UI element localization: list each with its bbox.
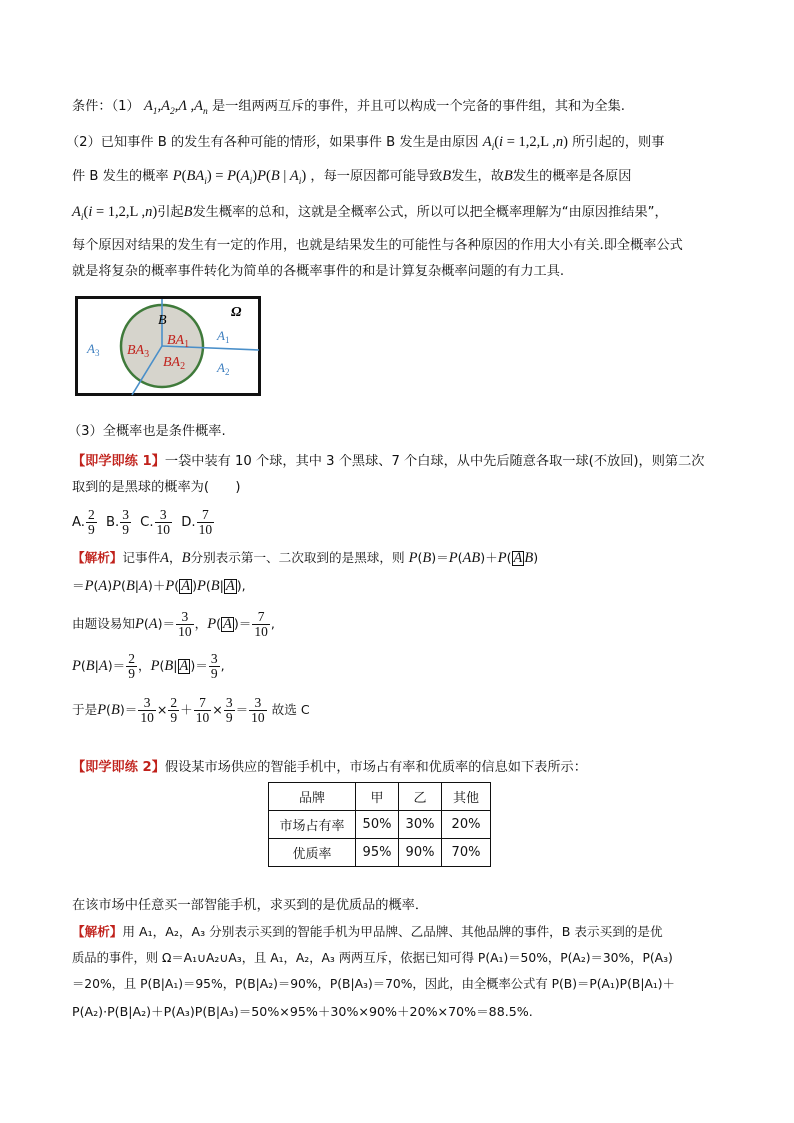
exercise-2-solution-line-4: P(A₂)·P(B|A₂)＋P(A₃)P(B|A₃)＝50%×95%＋30%×90%＋20%×70%＝88.5%. <box>72 1004 533 1019</box>
table-cell: 20% <box>442 811 491 839</box>
solution-tag: 【解析】 <box>72 550 123 565</box>
exercise-1-solution-line-5: 于是P(B)＝ $\frac{3}{10}$ × $\frac{2}{9}$ ＋ $\frac{7}{10}$ × $\frac{3}{9}$ ＝ $\frac{3}{10}$ 故选 C <box>72 695 310 725</box>
exercise-tag: 【即学即练 1】 <box>72 454 165 469</box>
exercise-1-solution-line-3: 由题设易知P(A)＝ $\frac{3}{10}$ ，P( A )＝ $\frac{7}{10}$ , <box>72 609 275 639</box>
ba3-label: $BA_3$ <box>127 343 150 360</box>
table-header: 其他 <box>442 783 491 811</box>
text: （2）已知事件 B 的发生有各种可能的情形，如果事件 B 发生是由原因 <box>66 135 479 150</box>
formula-product: P <box>172 168 182 184</box>
text: 在该市场中任意买一部智能手机，求买到的是优质品的概率． <box>72 898 429 913</box>
text: 一袋中装有 10 个球，其中 3 个黑球、7 个白球，从中先后随意各取一球(不放回)，则第二次 <box>164 454 705 469</box>
exercise-2-solution-line-3: ＝20%，且 P(B|A₁)＝95%，P(B|A₂)＝90%，P(B|A₃)＝70%，因此，由全概率公式有 P(B)＝P(A₁)P(B|A₁)＋ <box>72 977 675 991</box>
condition-2-line-4 <box>72 236 683 256</box>
condition-1 <box>72 96 625 122</box>
table-cell: 50% <box>356 811 399 839</box>
text: 取到的是黑球的概率为( ) <box>72 480 241 495</box>
text: 每个原因对结果的发生有一定的作用，也就是结果发生的可能性与各种原因的作用大小有关.即全概率公式 <box>72 238 683 253</box>
table-cell: 95% <box>356 839 399 867</box>
ba1-label: $BA_1$ <box>167 333 190 350</box>
table-cell: 市场占有率 <box>269 811 356 839</box>
formula-ai: $A_i$ <box>482 134 495 153</box>
solution-tag: 【解析】 <box>72 924 123 939</box>
table-cell: 90% <box>399 839 442 867</box>
exercise-2-question-2 <box>72 896 428 916</box>
b-label: B <box>158 313 167 328</box>
a3-label: $A_3$ <box>87 341 100 358</box>
text: 就是将复杂的概率事件转化为简单的各概率事件的和是计算复杂概率问题的有力工具. <box>72 264 565 279</box>
formula-ai: $A_i$ <box>72 204 84 223</box>
table-header-row <box>269 783 491 811</box>
text: 所引起的，则事 <box>572 135 665 150</box>
a1-label: $A_1$ <box>217 328 230 345</box>
table-cell: 30% <box>399 811 442 839</box>
text: 引起 <box>157 205 184 220</box>
text: 假设某市场供应的智能手机中，市场占有率和优质率的信息如下表所示： <box>164 760 587 775</box>
text: 件 B 发生的概率 <box>72 169 169 184</box>
table-cell: 70% <box>442 839 491 867</box>
exercise-1-solution-line-1: 【解析】记事件A，B分别表示第一、二次取到的是黑球，则 P(B)＝P(AB)＋P( A B) <box>72 550 539 566</box>
condition-2-line-5 <box>72 262 564 282</box>
exercise-2-solution-line-2: 质品的事件，则 Ω＝A₁∪A₂∪A₃，且 A₁，A₂，A₃ 两两互斥，依据已知可得 P(A₁)＝50%，P(A₂)＝30%，P(A₃) <box>72 951 673 965</box>
text: ，每一原因都可能导致 <box>310 169 443 184</box>
condition-label: 条件：（1） <box>72 99 140 114</box>
option-b: B. $\frac{3}{9}$ <box>105 506 129 537</box>
venn-diagram <box>75 296 261 396</box>
condition-2-line-3: $A_i(i = 1,2,L$ ,n)引起B发生概率的总和，这就是全概率公式，所以可以把全概率理解为“由原因推结果”， <box>72 204 668 223</box>
option-a: A. $\frac{2}{9}$ <box>72 506 95 537</box>
condition-2-line-1 <box>66 132 664 158</box>
event-list: $A_1,A_2,\Lambda$ $,A_n$ <box>143 98 208 117</box>
text: 发生，故 <box>451 169 504 184</box>
exercise-1-question-line-2 <box>72 478 241 498</box>
table-row <box>269 811 491 839</box>
table-header: 甲 <box>356 783 399 811</box>
option-c: C. $\frac{3}{10}$ <box>140 506 171 537</box>
text: 发生概率的总和，这就是全概率公式，所以可以把全概率理解为“由原因推结果”， <box>192 205 668 220</box>
text: （3）全概率也是条件概率. <box>68 424 226 439</box>
text: 发生的概率是各原因 <box>512 169 632 184</box>
condition-2-line-2: 件 B 发生的概率 $P(BA_i) = P(A_i)P(B$ | $A_i$) ，每一原因都可能导致B发生，故B发生的概率是各原因 <box>72 168 632 187</box>
exercise-1-solution-line-2: ＝P(A)P(B|A)＋P( A )P(B| A ), <box>72 578 246 594</box>
formula-index: (i = 1,2,L ,n) <box>494 134 568 150</box>
brand-table <box>268 782 491 867</box>
exercise-tag: 【即学即练 2】 <box>72 760 165 775</box>
option-d: D. $\frac{7}{10}$ <box>181 506 213 537</box>
table-header: 品牌 <box>269 783 356 811</box>
a2-label: $A_2$ <box>217 360 230 377</box>
omega-label: Ω <box>231 305 242 320</box>
condition-text: 是一组两两互斥的事件，并且可以构成一个完备的事件组，其和为全集. <box>211 99 625 114</box>
exercise-1-options <box>72 506 215 540</box>
table-header: 乙 <box>399 783 442 811</box>
ba2-label: $BA_2$ <box>163 355 186 372</box>
exercise-1-question-line-1 <box>72 452 704 472</box>
exercise-1-solution-line-4: P(B|A)＝ $\frac{2}{9}$ ，P(B| A )＝ $\frac{3}{9}$ , <box>72 651 225 681</box>
exercise-2-solution-line-1: 【解析】用 A₁，A₂，A₃ 分别表示买到的智能手机为甲品牌、乙品牌、其他品牌的事件，B 表示买到的是优 <box>72 924 663 939</box>
condition-3 <box>68 422 226 442</box>
exercise-2-question <box>72 758 587 778</box>
table-cell: 优质率 <box>269 839 356 867</box>
table-row <box>269 839 491 867</box>
